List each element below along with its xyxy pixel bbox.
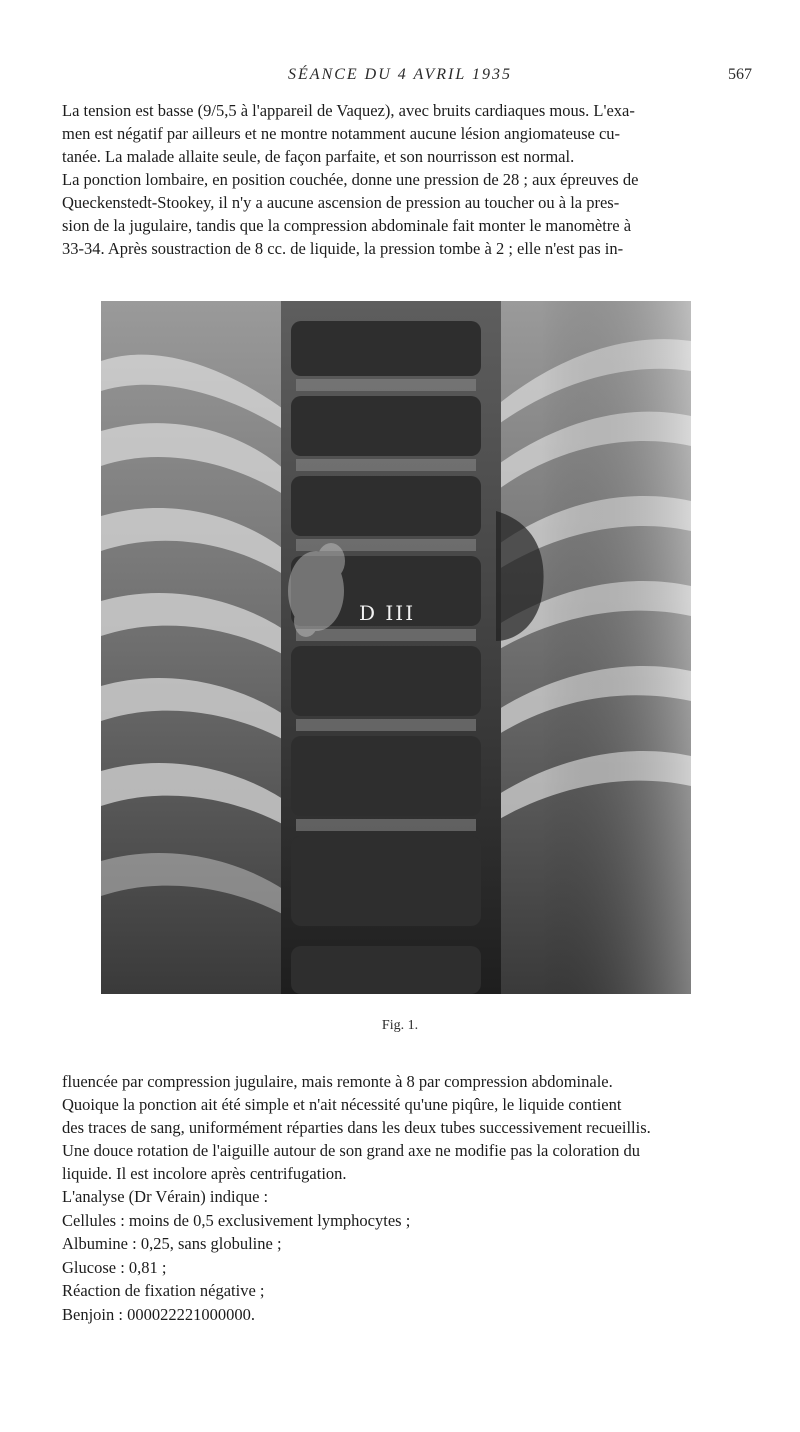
analysis-list bbox=[62, 1185, 752, 1326]
body-text-bottom bbox=[62, 1070, 752, 1185]
text-line: Quoique la ponction ait été simple et n'ait nécessité qu'une piqûre, le liquide contient bbox=[62, 1095, 622, 1114]
analysis-item: Albumine : 0,25, sans globuline ; bbox=[62, 1234, 282, 1253]
text-line: 33-34. Après soustraction de 8 cc. de liquide, la pression tombe à 2 ; elle n'est pas in- bbox=[62, 239, 624, 258]
analysis-item: Réaction de fixation négative ; bbox=[62, 1281, 265, 1300]
text-line: tanée. La malade allaite seule, de façon parfaite, et son nourrisson est normal. bbox=[62, 147, 575, 166]
analysis-item: Glucose : 0,81 ; bbox=[62, 1257, 167, 1277]
xray-image bbox=[101, 301, 691, 994]
analysis-item: Benjoin : 000022221000000. bbox=[62, 1304, 255, 1324]
text-line: men est négatif par ailleurs et ne montre notamment aucune lésion angiomateuse cu- bbox=[62, 124, 621, 143]
running-head: SÉANCE DU 4 AVRIL 1935 bbox=[288, 66, 512, 83]
text-line: liquide. Il est incolore après centrifugation. bbox=[62, 1164, 347, 1183]
analysis-item: Cellules : moins de 0,5 exclusivement lymphocytes ; bbox=[62, 1210, 411, 1230]
text-line: La ponction lombaire, en position couchée, donne une pression de 28 ; aux épreuves de bbox=[62, 170, 639, 189]
text-line: fluencée par compression jugulaire, mais remonte à 8 par compression abdominale. bbox=[62, 1072, 613, 1091]
text-line: sion de la jugulaire, tandis que la compression abdominale fait monter le manomètre à bbox=[62, 216, 632, 235]
page-number: 567 bbox=[728, 66, 752, 83]
figure-label: D III bbox=[359, 601, 416, 625]
page-header bbox=[0, 66, 800, 86]
text-line: La tension est basse (9/5,5 à l'appareil de Vaquez), avec bruits cardiaques mous. L'exa- bbox=[62, 101, 635, 120]
text-line: Queckenstedt-Stookey, il n'y a aucune ascension de pression au toucher ou à la pres- bbox=[62, 193, 620, 212]
body-text-top bbox=[62, 99, 752, 260]
figure-caption: Fig. 1. bbox=[381, 1018, 419, 1033]
xray-figure bbox=[101, 301, 691, 994]
analysis-intro: L'analyse (Dr Vérain) indique : bbox=[62, 1187, 269, 1206]
text-line: des traces de sang, uniformément réparties dans les deux tubes successivement recueillis. bbox=[62, 1118, 651, 1137]
text-line: Une douce rotation de l'aiguille autour de son grand axe ne modifie pas la coloration du bbox=[62, 1141, 640, 1160]
